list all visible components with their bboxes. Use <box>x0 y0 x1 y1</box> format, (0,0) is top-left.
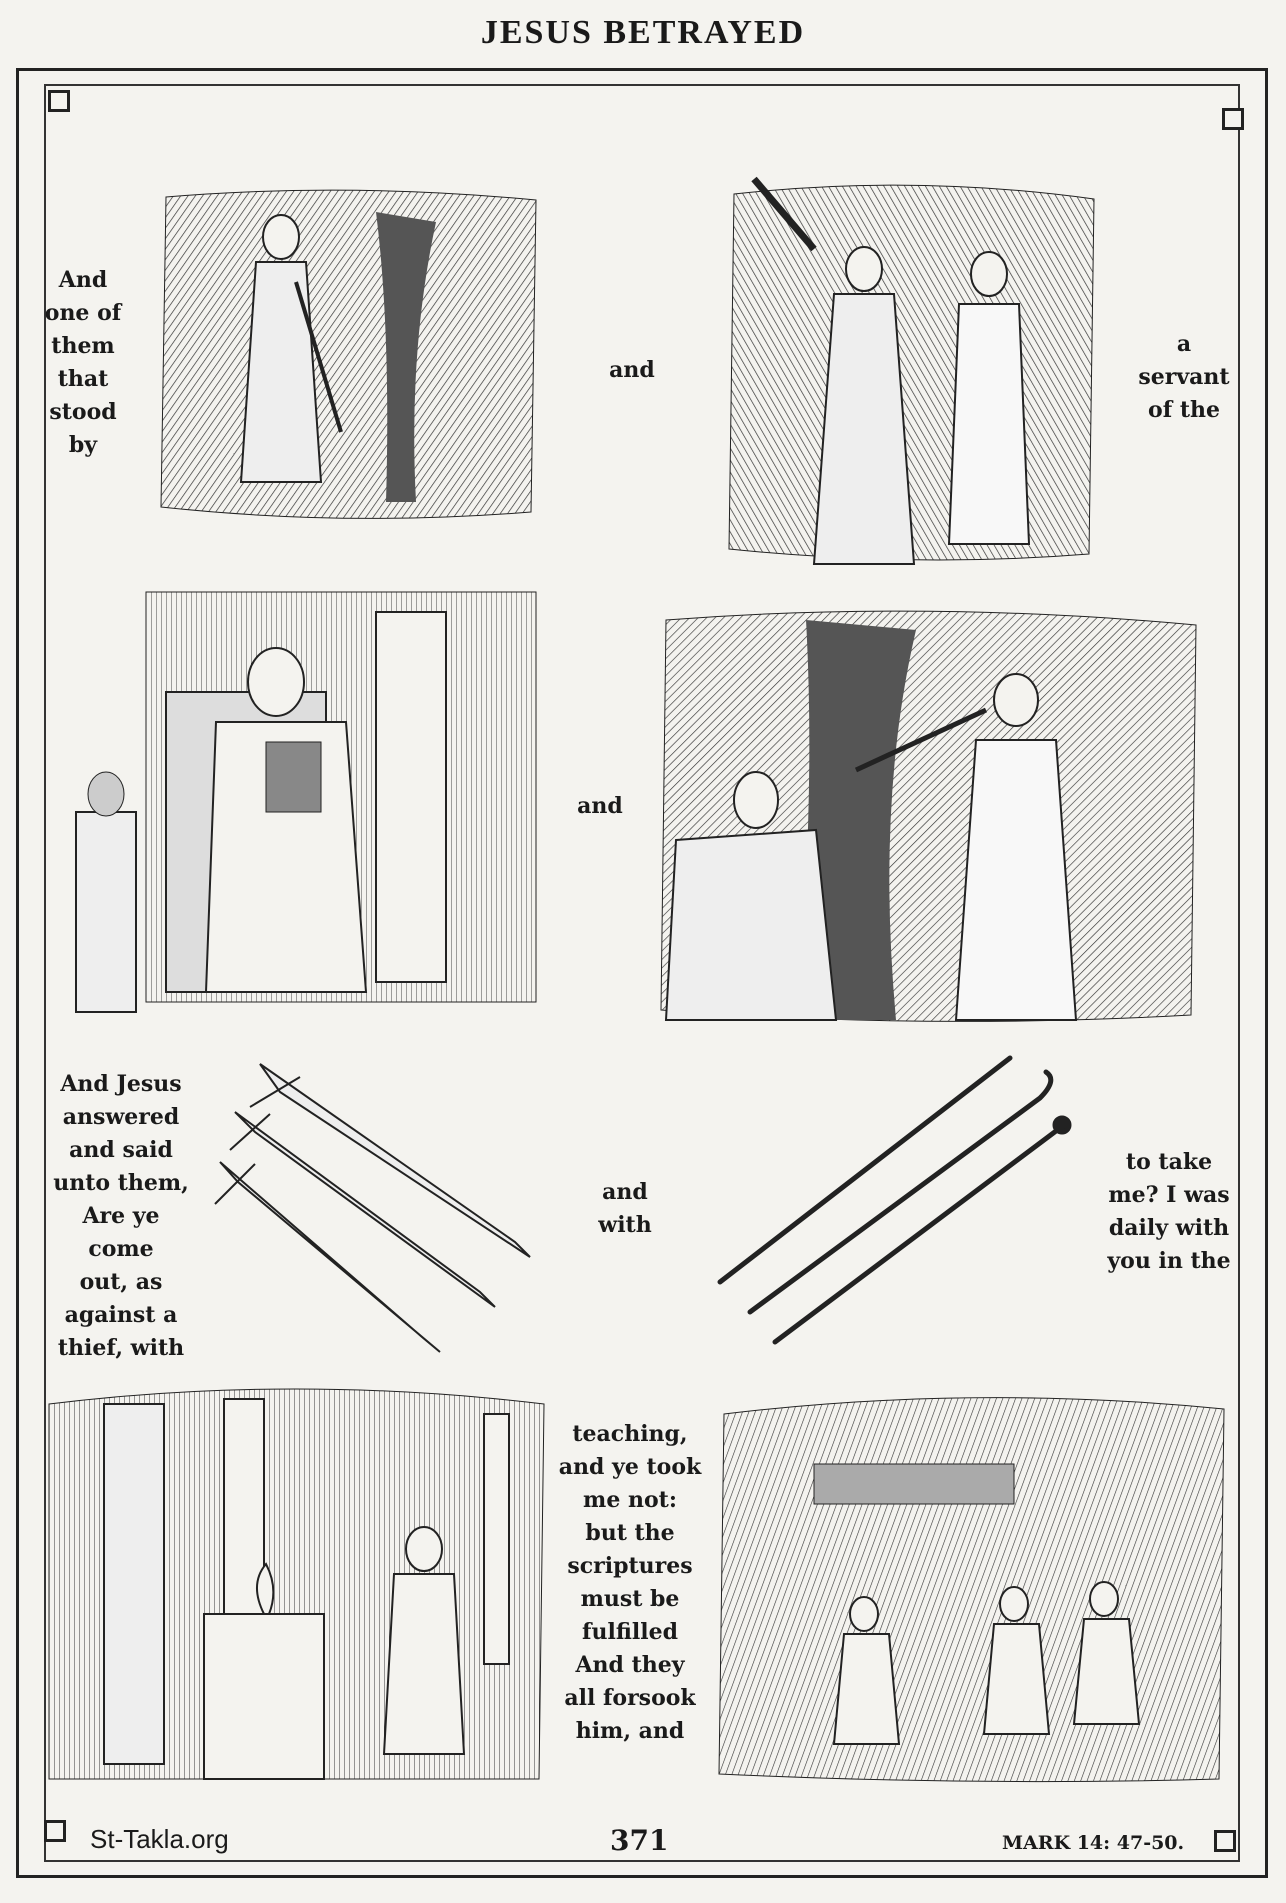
illustration-temple-prayer <box>44 1374 548 1784</box>
caption-one-of-them: And one of them that stood by <box>44 267 122 458</box>
caption-teaching: teaching, and ye took me not: but the scriptures must be fulfilled And they all forsook him, and <box>558 1421 702 1744</box>
illustration-man-drawing-sword <box>146 182 546 532</box>
watermark: St-Takla.org <box>90 1824 229 1854</box>
corner-ornament-top-left <box>48 90 70 112</box>
illustration-swords <box>200 1052 550 1362</box>
caption-and-2: and <box>577 793 623 819</box>
illustration-staves <box>710 1050 1080 1350</box>
caption-and-1: and <box>609 357 655 383</box>
scripture-reference: MARK 14: 47-50. <box>1002 1832 1185 1854</box>
caption-and-jesus-answered: And Jesus answered and said unto them, Are ye come out, as against a thief, with <box>53 1071 189 1361</box>
caption-and-with: and with <box>598 1179 652 1238</box>
illustration-high-priest <box>66 572 544 1016</box>
illustration-disciples-flee <box>714 1384 1232 1786</box>
corner-ornament-bottom-right <box>1214 1830 1236 1852</box>
page-title: JESUS BETRAYED <box>480 14 806 51</box>
corner-ornament-bottom-left <box>44 1820 66 1842</box>
page-number: 371 <box>610 1824 669 1857</box>
corner-ornament-top-right <box>1222 108 1244 130</box>
caption-to-take-me: to take me? I was daily with you in the <box>1107 1149 1231 1274</box>
caption-servant-of-the: a servant of the <box>1138 331 1230 423</box>
illustration-peter-and-servant <box>724 174 1102 568</box>
illustration-servant-ear <box>656 600 1204 1030</box>
